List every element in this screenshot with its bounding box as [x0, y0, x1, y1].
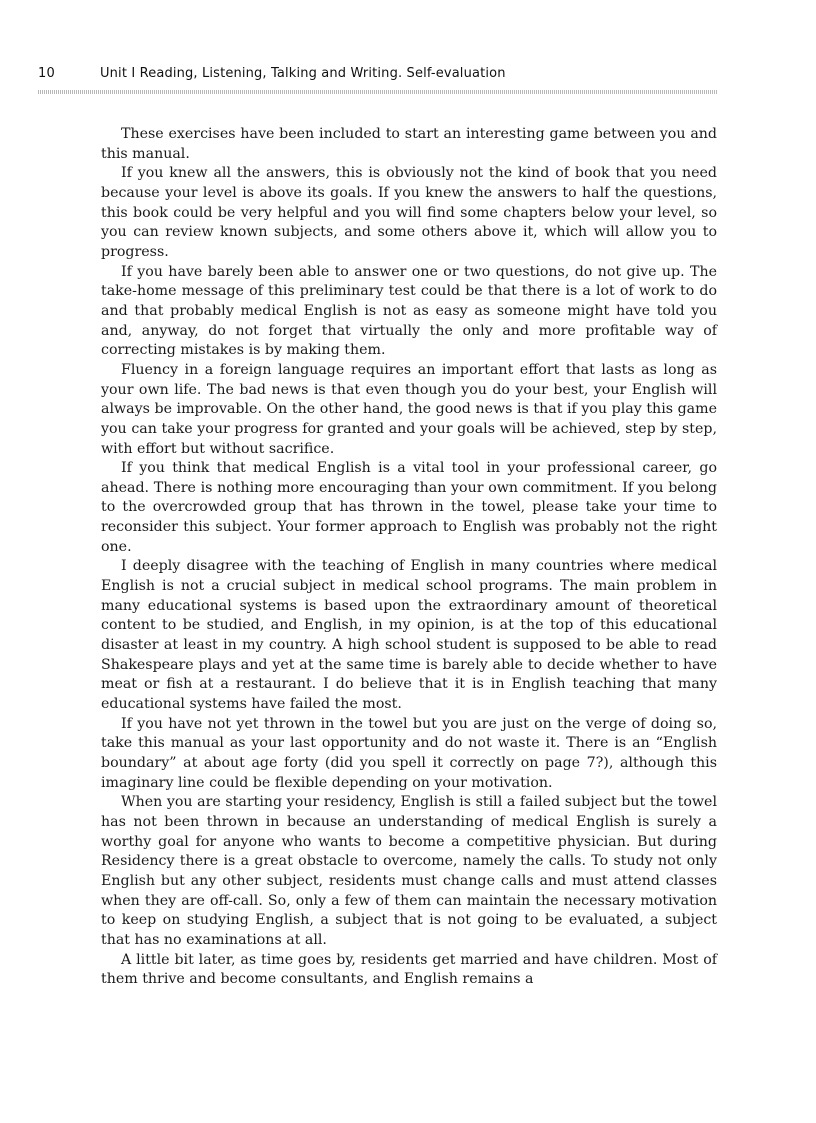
page-number: 10 [38, 66, 55, 81]
paragraph: When you are starting your residency, English is still a failed subject but the towel has not been thrown in because an understanding of medical English is surely a worthy goal for anyone who wants to become a competitive physician. But during Residency there is a great obstacle to overcome, namely the calls. To study not only English but any other subject, residents must change calls and must attend classes when they are off-call. So, only a few of them can maintain the necessary motivation to keep on studying English, a subject that is not going to be evaluated, a subject that has no examinations at all. [101, 794, 717, 948]
header-rule [38, 90, 718, 94]
body-text [101, 125, 717, 990]
running-header [38, 66, 718, 86]
paragraph: Fluency in a foreign language requires an important effort that lasts as long as your own life. The bad news is that even though you do your best, your English will always be improvable. On the other hand, the good news is that if you play this game you can take your progress for granted and your goals will be achieved, step by step, with effort but without sacrifice. [101, 361, 717, 457]
paragraph: If you have not yet thrown in the towel but you are just on the verge of doing so, take this manual as your last opportunity and do not waste it. There is an “English boundary” at about age forty (did you spell it correctly on page 7?), although this imaginary line could be flexible depending on your motivation. [101, 715, 717, 791]
paragraph: These exercises have been included to start an interesting game between you and this manual. [101, 126, 717, 162]
paragraph: If you knew all the answers, this is obviously not the kind of book that you need because your level is above its goals. If you knew the answers to half the questions, this book could be very helpful and you will find some chapters below your level, so you can review known subjects, and some others above it, which will allow you to progress. [101, 165, 717, 260]
paragraph: If you have barely been able to answer one or two questions, do not give up. The take-home message of this preliminary test could be that there is a lot of work to do and that probably medical English is not as easy as someone might have told you and, anyway, do not forget that virtually the only and more profitable way of correcting mistakes is by making them. [101, 263, 717, 359]
paragraph: If you think that medical English is a vital tool in your professional career, go ahead. There is nothing more encouraging than your own commitment. If you belong to the overcrowded group that has thrown in the towel, please take your time to reconsider this subject. Your former approach to English was probably not the right one. [101, 460, 717, 555]
running-title: Unit I Reading, Listening, Talking and Writing. Self-evaluation [100, 66, 506, 81]
paragraph: A little bit later, as time goes by, residents get married and have children. Most of them thrive and become consultants, and English remains a [101, 951, 717, 988]
paragraph: I deeply disagree with the teaching of English in many countries where medical English is not a crucial subject in medical school programs. The main problem in many educational systems is based upon the extraordinary amount of theoretical content to be studied, and English, in my opinion, is at the top of this educational disaster at least in my country. A high school student is supposed to be able to read Shakespeare plays and yet at the same time is barely able to decide whether to have meat or fish at a restaurant. I do believe that it is in English teaching that many educational systems have failed the most. [101, 558, 717, 713]
